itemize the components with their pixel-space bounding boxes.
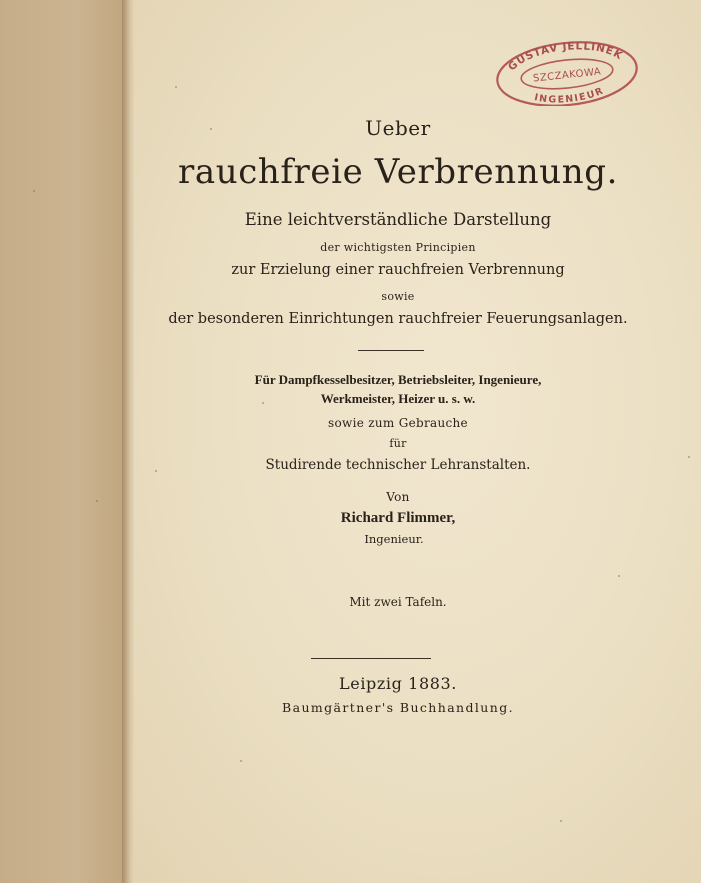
stamp-name: GUSTAV JELLINEK xyxy=(505,40,625,74)
by-line: Von xyxy=(386,490,410,504)
stamp-place: SZCZAKOWA xyxy=(532,66,602,85)
place-year: Leipzig 1883. xyxy=(339,674,457,693)
audience-line-1: Für Dampfkesselbesitzer, Betriebsleiter, Ingenieure, xyxy=(254,372,542,387)
subtitle-line-5: der besonderen Einrichtungen rauchfreier Feuerungsanlagen. xyxy=(168,311,628,327)
audience-line-3: sowie zum Gebrauche xyxy=(328,416,468,430)
owner-stamp xyxy=(494,40,640,106)
paper-speck xyxy=(618,575,620,577)
subtitle-line-4: sowie xyxy=(381,290,415,303)
audience-line-5: Studirende technischer Lehranstalten. xyxy=(265,457,531,473)
plates-note: Mit zwei Tafeln. xyxy=(349,595,447,609)
paper-speck xyxy=(175,86,177,88)
paper-speck xyxy=(155,470,157,472)
subtitle-line-1: Eine leichtverständliche Darstellung xyxy=(244,210,552,229)
paper-speck xyxy=(96,500,98,502)
book-binding xyxy=(0,0,128,883)
paper-speck xyxy=(33,190,35,192)
heading-ueber: Ueber xyxy=(365,116,431,140)
paper-speck xyxy=(210,128,212,130)
paper-speck xyxy=(240,760,242,762)
publisher: Baumgärtner's Buchhandlung. xyxy=(282,700,514,715)
main-title: rauchfreie Verbrennung. xyxy=(177,152,619,192)
audience-line-2: Werkmeister, Heizer u. s. w. xyxy=(320,391,476,406)
paper-speck xyxy=(560,820,562,822)
divider-rule-bottom xyxy=(311,658,431,659)
subtitle-line-3: zur Erzielung einer rauchfreien Verbrennung xyxy=(231,262,565,278)
divider-rule-top xyxy=(358,350,424,351)
stamp-profession: INGENIEUR xyxy=(533,85,606,106)
paper-speck xyxy=(262,402,264,404)
paper-speck xyxy=(688,456,690,458)
author-title: Ingenieur. xyxy=(364,532,424,546)
audience-line-4: für xyxy=(389,437,407,450)
subtitle-line-2: der wichtigsten Principien xyxy=(320,241,476,254)
author-name: Richard Flimmer, xyxy=(340,510,456,526)
